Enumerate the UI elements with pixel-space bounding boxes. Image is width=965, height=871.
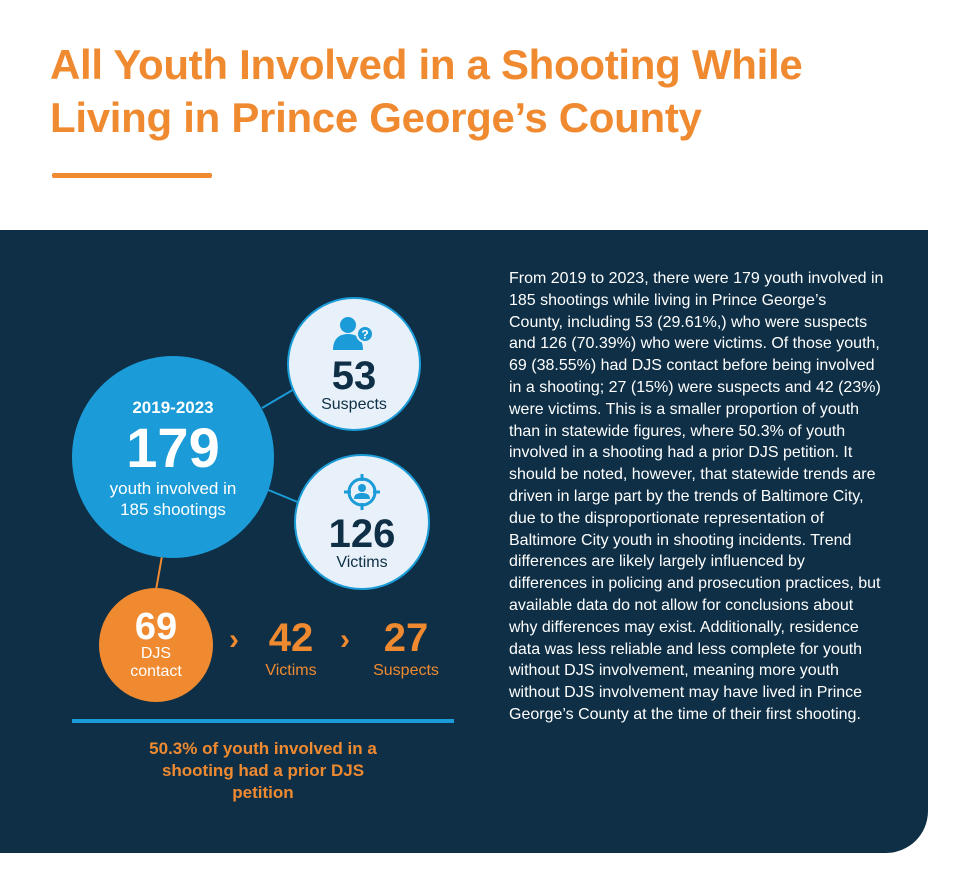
summary-paragraph: From 2019 to 2023, there were 179 youth involved in 185 shootings while living in Prince George’s County, including 53 (29.61%,) who were suspects and 126 (70.39%) who were victims. Of those youth, 69 (38.55%) had DJS contact before being involved in a shooting; 27 (15%) were suspects and 42 (23%) were victims. This is a smaller proportion of youth than in statewide figures, where 50.3% of youth involved in a shooting had a prior DJS petition. It should be noted, however, that statewide trends are driven in large part by the trends of Baltimore City, due to the disproportionate representation of Baltimore City youth in shooting incidents. Trend differences are likely largely influenced by differences in policing and prosecution practices, but available data do not allow for conclusions about why differences may exist. Additionally, residence data was less reliable and less complete for youth without DJS involvement, meaning more youth without DJS involvement may have lived in Prince George’s County at the time of their first shooting. bbox=[509, 270, 884, 723]
djs-contact-count: 69 bbox=[134, 606, 178, 648]
connector-main-djs bbox=[156, 556, 162, 590]
target-person-icon bbox=[342, 472, 382, 512]
victims-count: 126 bbox=[328, 512, 396, 556]
chevron-right-icon: › bbox=[340, 623, 350, 656]
total-youth-circle bbox=[72, 356, 274, 558]
total-youth-count: 179 bbox=[126, 416, 220, 479]
suspects-label: Suspects bbox=[321, 396, 387, 413]
page-title bbox=[50, 38, 930, 144]
person-question-icon bbox=[329, 314, 379, 354]
svg-text:?: ? bbox=[361, 327, 369, 342]
years-label: 2019-2023 bbox=[132, 398, 214, 417]
page-title-line-2: Living in Prince George’s County bbox=[50, 94, 702, 141]
connector-main-suspects bbox=[262, 388, 296, 408]
suspects-circle bbox=[287, 297, 421, 431]
page-title-line-1: All Youth Involved in a Shooting While bbox=[50, 41, 803, 88]
djs-contact-circle bbox=[99, 588, 213, 702]
djs-suspects-label: Suspects bbox=[373, 662, 439, 679]
victims-label: Victims bbox=[336, 554, 388, 571]
djs-contact-label: DJS contact bbox=[130, 645, 182, 680]
title-underline bbox=[52, 173, 212, 178]
total-youth-description: youth involved in 185 shootings bbox=[109, 479, 237, 519]
djs-victims-stat bbox=[258, 618, 324, 680]
djs-victims-count: 42 bbox=[268, 616, 314, 660]
suspects-count: 53 bbox=[331, 354, 377, 398]
callout-divider bbox=[72, 719, 454, 723]
chevron-right-icon: › bbox=[229, 623, 239, 656]
djs-suspects-count: 27 bbox=[383, 616, 429, 660]
prior-petition-callout: 50.3% of youth involved in a shooting had a prior DJS petition bbox=[149, 739, 377, 802]
djs-victims-label: Victims bbox=[265, 662, 317, 679]
djs-suspects-stat bbox=[368, 618, 444, 680]
victims-circle bbox=[294, 454, 430, 590]
infographic-panel bbox=[0, 230, 928, 853]
connector-main-victims bbox=[266, 489, 300, 503]
